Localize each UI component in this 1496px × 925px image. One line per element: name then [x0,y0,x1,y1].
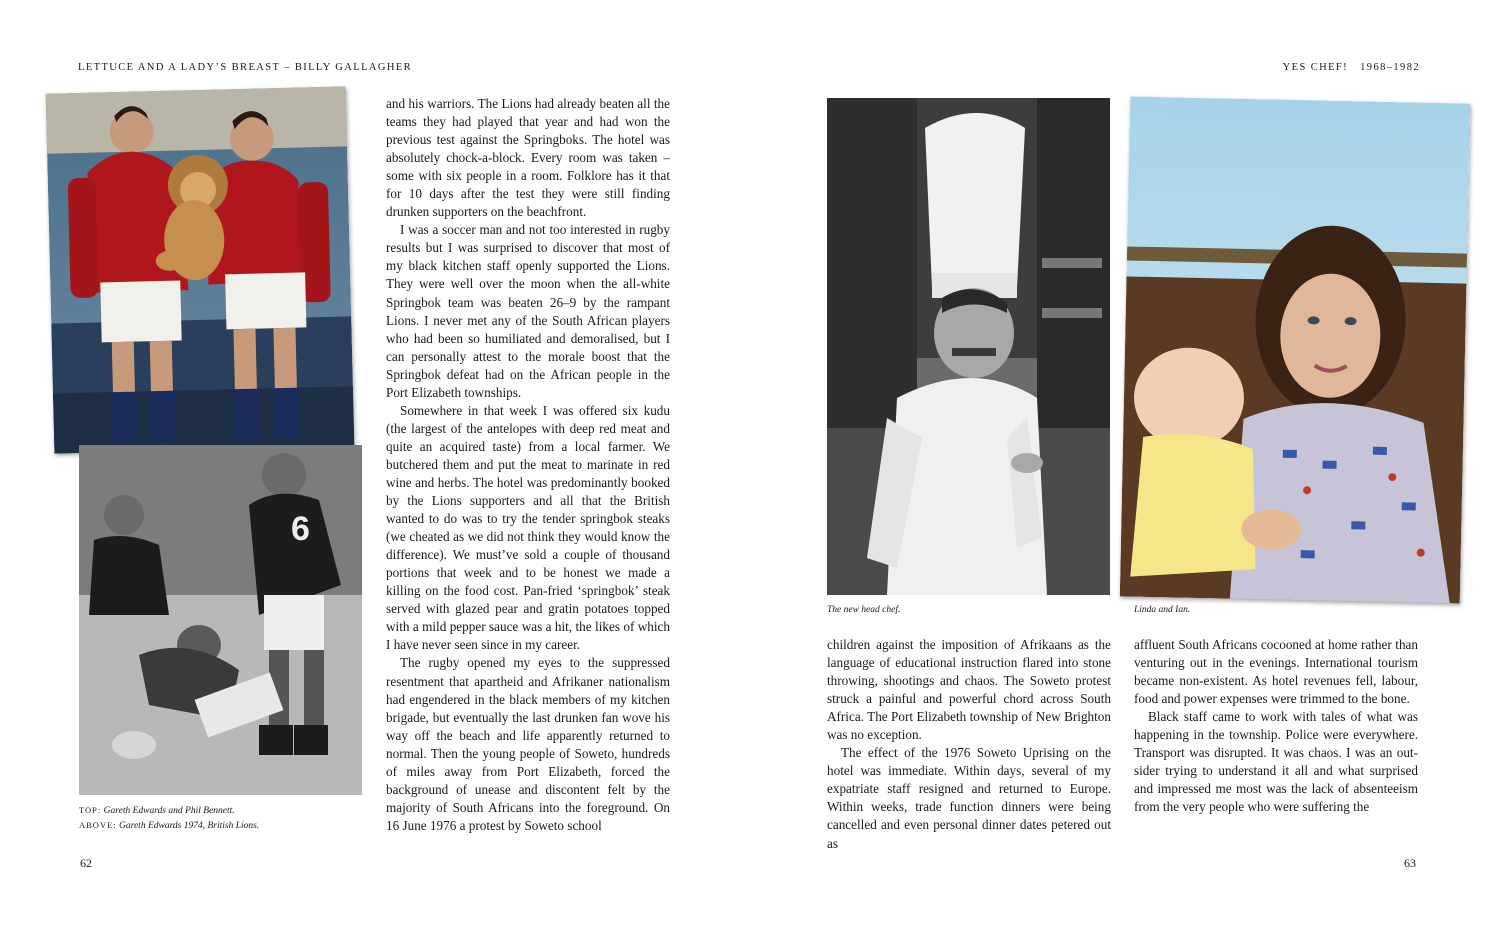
caption-above-text: Gareth Edwards 1974, British Lions. [116,821,260,831]
paragraph: Somewhere in that week I was offered six kudu (the largest of the antelopes with deep red meat and quite an acquired taste) from a local farmer. We butchered them and put the meat to marinate in red wine and herbs. The hotel was predominantly booked by the Lions supporters and all that the British wanted to do was to try the tender springbok steaks (we cheated as we did not think they would know the difference). We must’ve sold a couple of thousand portions that week and to be honest we made a killing on the food cost. Pan-fried ‘springbok’ steak served with glazed pear and gratin potatoes topped with a mild pepper sauce was a hit, the likes of which I have never seen since in my career. [386,402,670,653]
photo-rugby-action [79,445,362,795]
paragraph: I was a soccer man and not too interested in rugby results but I was surprised to discover that most of my black kitchen staff openly supported the Lions. They were well over the moon when the all-white Springbok team was beaten 26–9 by the rampant Lions. I never met any of the South African players who had been so humiliated and demoralised, but I can personally attest to the morale boost that the Springbok defeat had on the African people in the Port Elizabeth townships. [386,222,670,400]
caption-above-label: ABOVE: [79,820,117,830]
page-number-right: 63 [1404,856,1416,870]
body-text-column-middle [827,636,1111,853]
page-number-left: 62 [80,856,92,870]
paragraph: The effect of the 1976 Soweto Uprising on the hotel was immediate. Within days, several of my expatriate staff resigned and returned to Europe. Within weeks, trade function dinners were being cancelled and even personal dinner dates petered out as [827,745,1111,851]
svg-text:6: 6 [291,510,310,548]
paragraph: children against the imposition of Afrikaans as the language of educational instruction flared into stone throwing, shootings and chaos. The Soweto protest struck a painful and powerful chord across South Africa. The Port Elizabeth township of New Brighton was no exception. [827,637,1111,743]
paragraph: affluent South Africans cocooned at home rather than venturing out in the evenings. International tourism became non-existent. As hotel revenues fell, labour, food and power expenses were trimmed to the bone. [1134,637,1418,707]
caption-linda: Linda and Ian. [1134,605,1191,615]
photo-head-chef [827,98,1110,595]
paragraph: The rugby opened my eyes to the suppressed resentment that apartheid and Afrikaner nationalism had engendered in the black members of my kitchen brigade, but eventually the last drunken fan wove his way off the beach and life apparently returned to normal. Then the young people of Soweto, hundreds of miles away from Port Elizabeth, forced the background of unease and discontent felt by the majority of South Africans into the foreground. On 16 June 1976 a protest by Soweto school [386,655,670,833]
paragraph: and his warriors. The Lions had already beaten all the teams they had played that year and had won the previous test against the Springboks. The hotel was absolutely chock-a-block. Every room was taken – some with six people in a room. Folklore has it that for 10 days after the test they were still finding drunken supporters on the beachfront. [386,96,670,220]
caption-top-label: TOP: [79,805,102,815]
body-text-column-left [386,95,670,835]
caption-top-text: Gareth Edwards and Phil Bennett. [101,806,235,816]
caption-chef: The new head chef. [827,605,901,615]
photo-linda-and-ian [1120,96,1470,603]
photo-players-with-lion [46,86,355,453]
caption-left-photos [79,803,369,833]
body-text-column-right [1134,636,1418,816]
running-head-right: YES CHEF! 1968–1982 [1282,62,1420,73]
paragraph: Black staff came to work with tales of what was happening in the township. Police were everywhere. Transport was disrupted. It was chaos. I was an outsider trying to understand it all and what surprised and impressed me most was the lack of absenteeism from the very people who were suffering the [1134,709,1418,815]
running-head-left: LETTUCE AND A LADY’S BREAST – BILLY GALLAGHER [78,62,413,73]
